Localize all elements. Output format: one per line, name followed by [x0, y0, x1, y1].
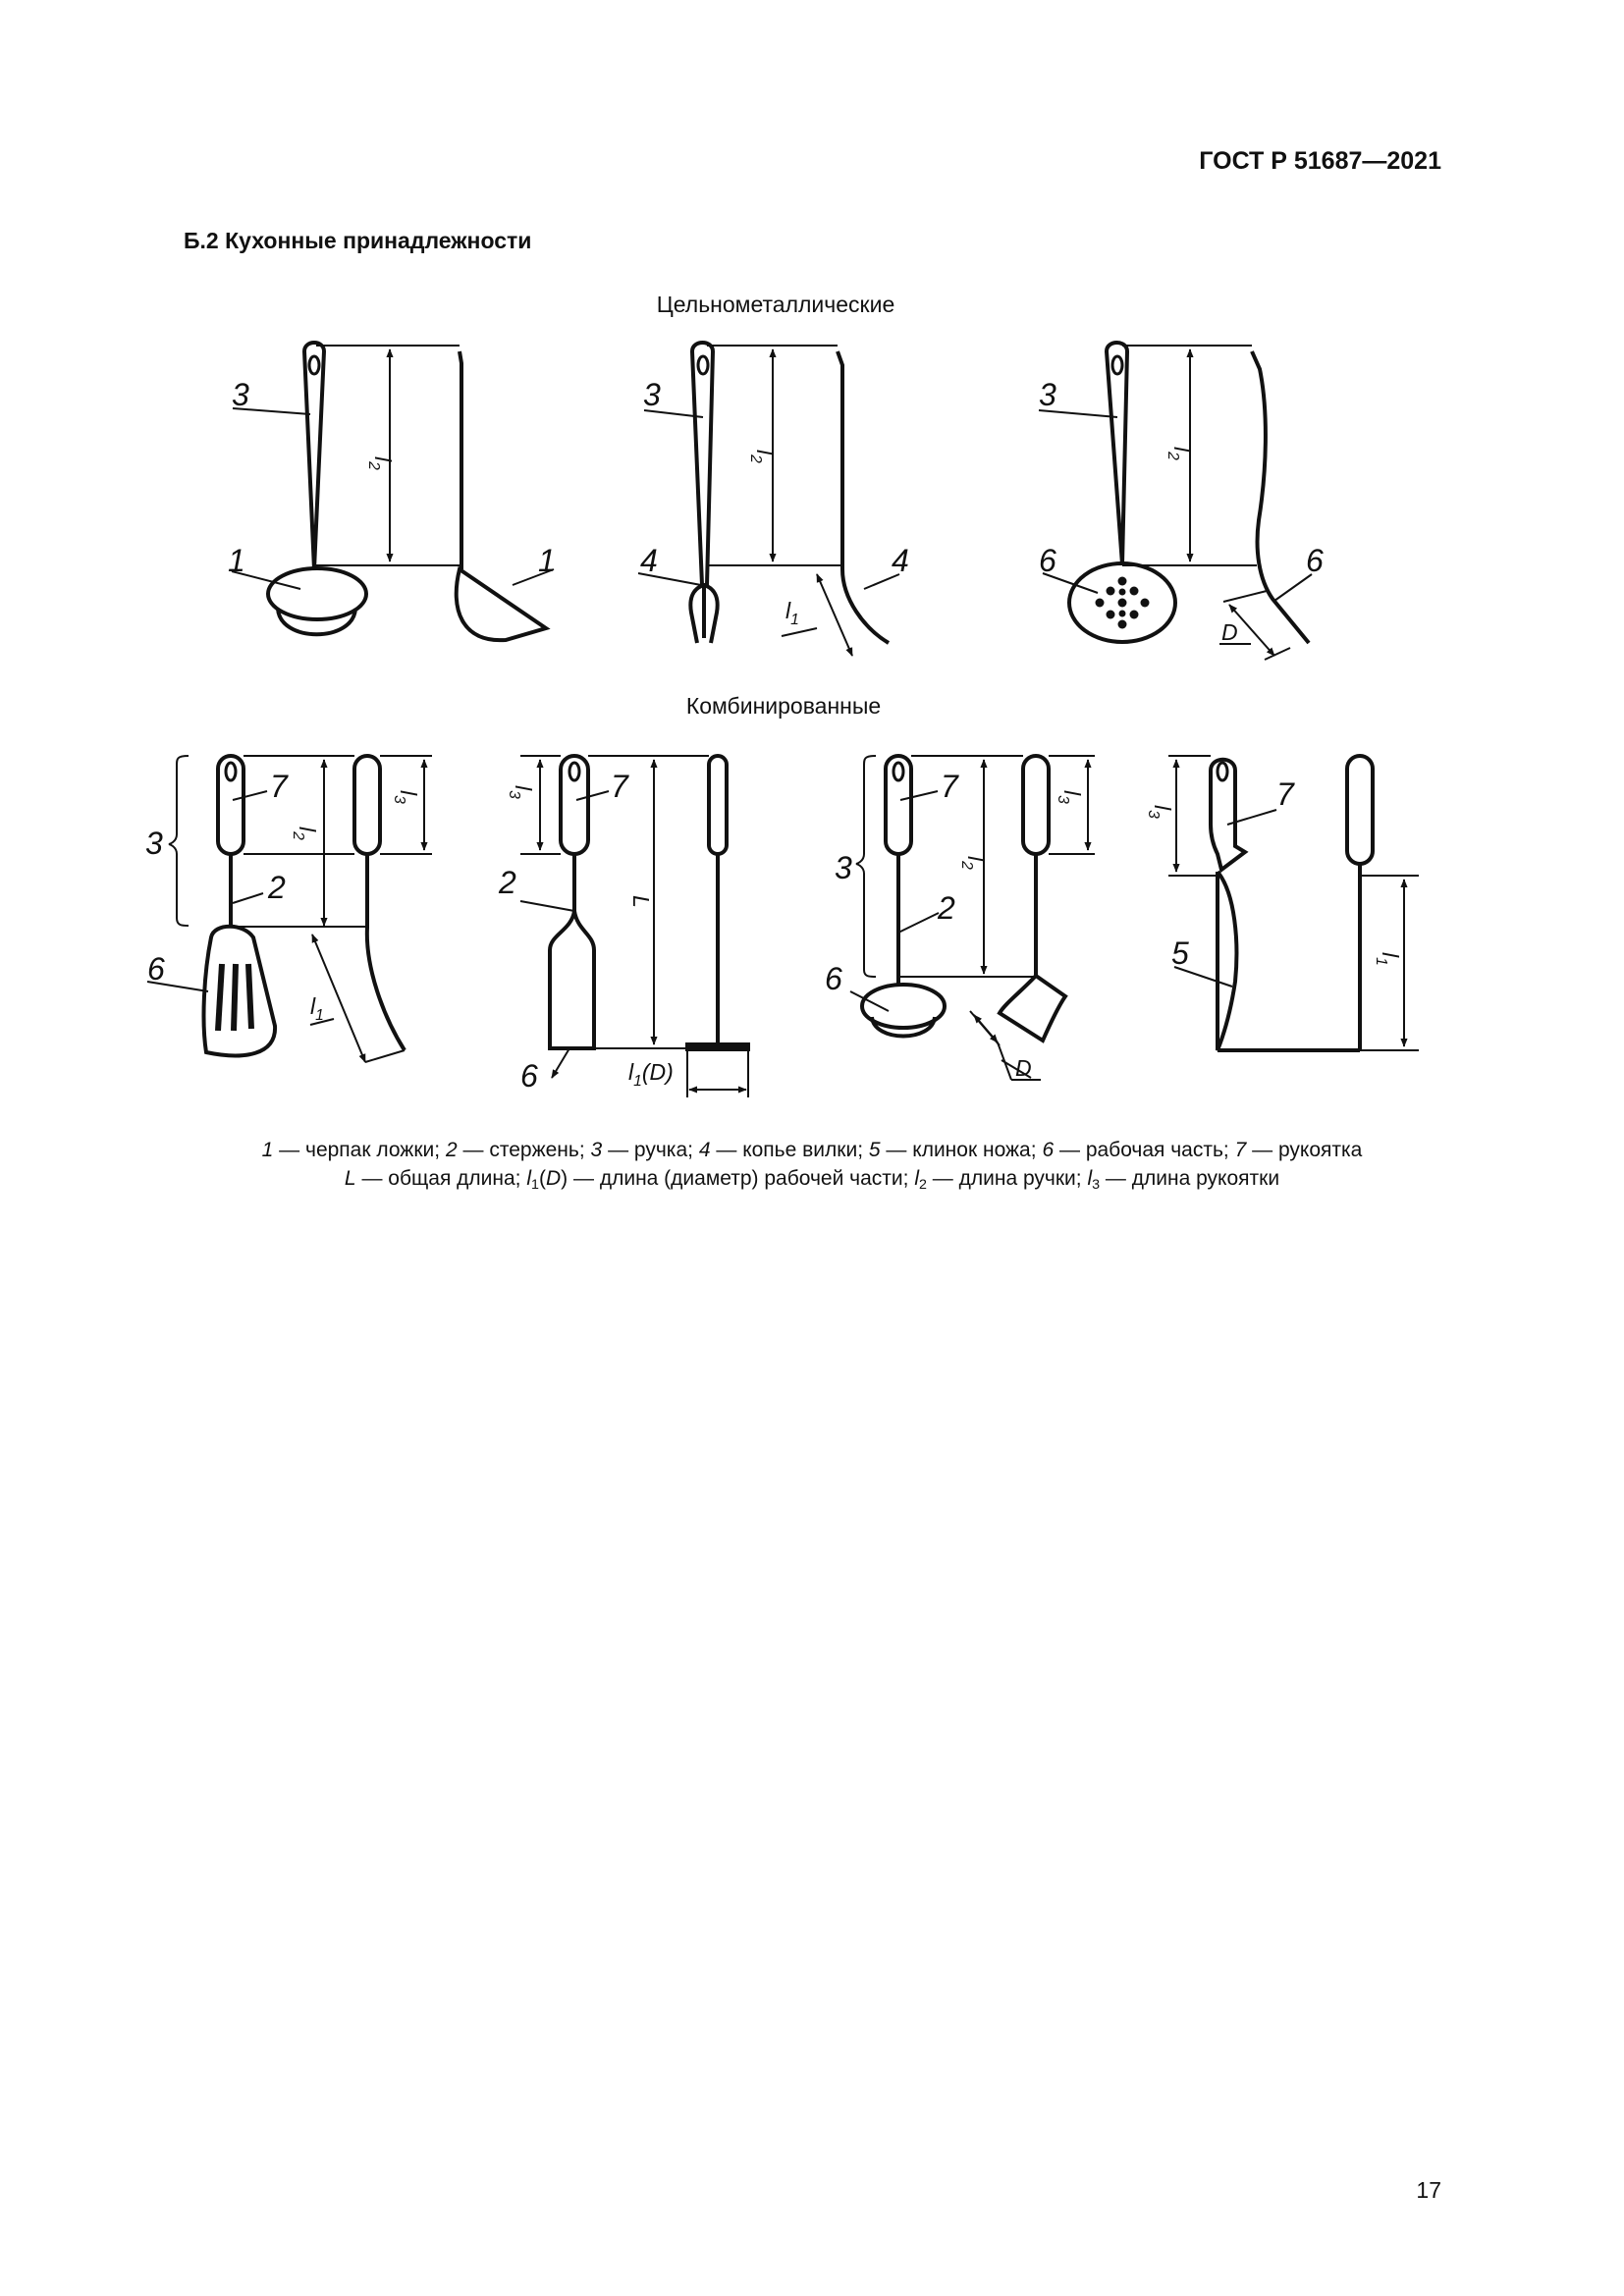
spatula-l3-label: $l_3$ [391, 790, 421, 804]
kitchen-utensils-figure [0, 0, 1624, 1129]
spatula-dimensions [147, 756, 432, 1062]
turner-L-label: L [628, 895, 654, 908]
skimmer-label-6-front: 6 [1039, 543, 1056, 578]
fork-l1-label: $l_1$ [785, 598, 799, 628]
combined-ladle-label-7: 7 [941, 769, 958, 804]
spatula-label-6: 6 [147, 951, 165, 987]
fork-label-3: 3 [643, 377, 661, 412]
knife-l1-label: $l_1$ [1373, 952, 1403, 966]
legend-dimensions: L — общая длина; $l_1(D)$ — длина (диаметр) рабочей части; $l_2$ — длина ручки; $l_3$ — длина рукоятки [344, 1167, 1280, 1193]
turner-l1D-label: $l_1(D)$ [628, 1059, 674, 1090]
skimmer-label-3: 3 [1039, 377, 1056, 412]
standard-number: ГОСТ Р 51687—2021 [1199, 147, 1441, 175]
knife-label-5: 5 [1171, 935, 1189, 971]
ladle-l2-label [365, 456, 396, 470]
ladle-dimensions [232, 346, 554, 589]
ladle-label-1-front: 1 [228, 543, 245, 578]
ladle-drawing [268, 343, 546, 640]
skimmer-holes [1096, 577, 1150, 629]
fork-label-4-front: 4 [640, 543, 658, 578]
spatula-label-2: 2 [268, 870, 286, 905]
combined-ladle-drawing [862, 756, 1065, 1041]
turner-label-2: 2 [499, 865, 516, 900]
combined-ladle-l2-label: $l_2$ [958, 856, 989, 870]
combined-ladle-label-6: 6 [825, 961, 842, 996]
knife-label-7: 7 [1276, 776, 1294, 812]
spatula-l1-label: $l_1$ [310, 993, 324, 1024]
combined-ladle-label-3: 3 [835, 850, 852, 885]
combined-ladle-D-label: D [1015, 1055, 1032, 1081]
heading-combined: Комбинированные [685, 693, 882, 719]
fork-dimensions [638, 346, 899, 656]
spatula-label-7: 7 [270, 769, 288, 804]
fork-label-4-side: 4 [892, 543, 909, 578]
legend-parts: 1 — черпак ложки; 2 — стержень; 3 — ручка; 4 — копье вилки; 5 — клинок ножа; 6 — рабочая часть; 7 — рукоятка [261, 1139, 1363, 1161]
page-number: 17 [1416, 2177, 1441, 2203]
knife-l3-label: $l_3$ [1145, 805, 1175, 819]
turner-l3-label: $l_3$ [506, 785, 536, 799]
ladle-label-3: 3 [232, 377, 249, 412]
spatula-drawing [204, 756, 405, 1055]
section-title: Б.2 Кухонные принадлежности [184, 228, 532, 253]
l-symbol: l [370, 456, 396, 462]
skimmer-l2-label: $l_2$ [1164, 447, 1195, 460]
fork-l2-label: $l_2$ [747, 450, 778, 463]
skimmer-label-6-side: 6 [1306, 543, 1324, 578]
combined-ladle-l3-label: $l_3$ [1055, 790, 1085, 804]
ladle-label-1-side: 1 [538, 543, 556, 578]
skimmer-D-label: D [1221, 619, 1238, 645]
spatula-label-3: 3 [145, 826, 163, 861]
combined-ladle-label-2: 2 [938, 890, 955, 926]
subscript-2: 2 [365, 461, 382, 470]
turner-label-6: 6 [520, 1058, 538, 1094]
heading-all-metal: Цельнометаллические [656, 292, 895, 317]
turner-label-7: 7 [611, 769, 628, 804]
spatula-l2-label: $l_2$ [290, 827, 320, 840]
